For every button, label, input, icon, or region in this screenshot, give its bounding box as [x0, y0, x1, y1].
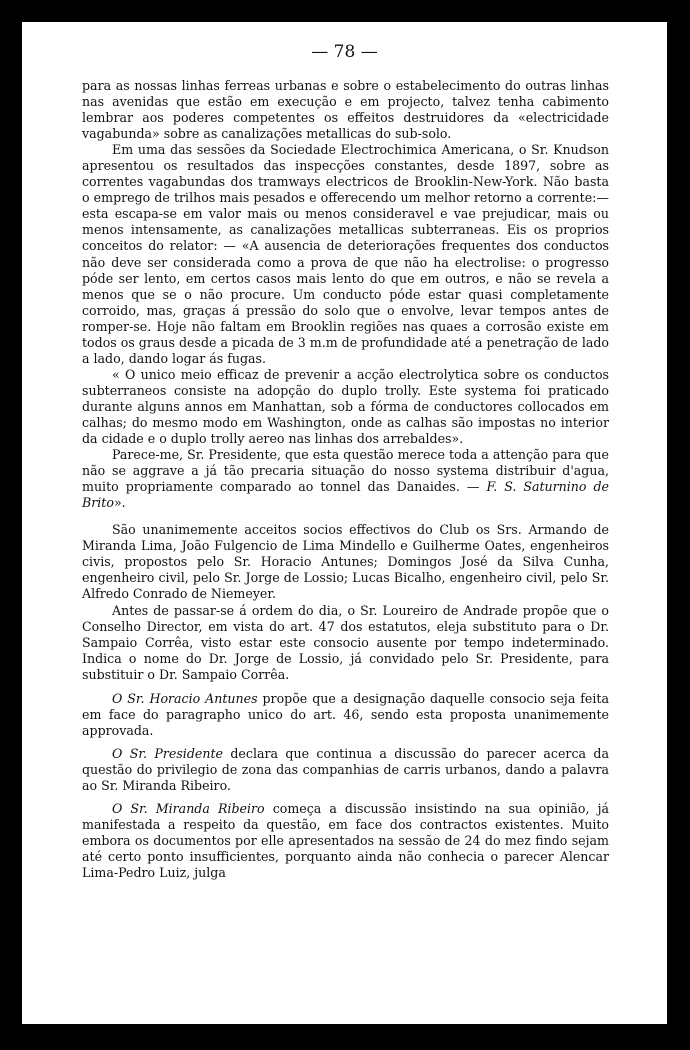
paragraph-7: [82, 691, 609, 739]
paragraph-4-end: ».: [113, 495, 126, 511]
speaker-miranda-ribeiro: O Sr. Miranda Ribeiro: [112, 801, 265, 817]
paragraph-1: para as nossas linhas ferreas urbanas e sobre o estabelecimento do outras linhas nas avenidas que estão em execução e em projecto, talvez tenha cabimento lembrar aos poderes competentes os effeitos destruidores da «electricidade vagabunda» sobre as canalizações metallicas do sub-solo.: [82, 78, 609, 142]
page: [22, 22, 667, 1024]
paragraph-2: Em uma das sessões da Sociedade Electrochimica Americana, o Sr. Knudson apresentou os resultados das inspecções constantes, desde 1897, sobre as correntes vagabundas dos tramways electricos de Brooklin-New-York. Não basta o emprego de trilhos mais pesados e offerecendo um melhor retorno a corrente:—esta escapa-se em valor mais ou menos consideravel e vae prejudicar, mais ou menos intensamente, as canalizações metallicas subterraneas. Eis os proprios conceitos do relator: — «A ausencia de deteriorações frequentes dos conductos não deve ser considerada como a prova de que não ha electrolise: o progresso póde ser lento, em certos casos mais lento do que em outros, e não se revela a menos que se o não procure. Um conducto póde estar quasi completamente corroido, mas, graças á pressão do solo que o envolve, levar tempos antes de romper-se. Hoje não faltam em Brooklin regiões nas quaes a corrosão existe em todos os graus desde a picada de 3 m.m de profundidade até a penetração de lado a lado, dando logar ás fugas.: [82, 142, 609, 366]
speaker-horacio-antunes: O Sr. Horacio Antunes: [112, 690, 258, 706]
paragraph-9: [82, 801, 609, 881]
signature: F. S. Saturnino de Brito: [82, 479, 609, 511]
paragraph-8-text: declara que continua a discussão do parecer acerca da questão do privilegio de zona das companhias de carris urbanos, dando a palavra ao Sr. Miranda Ribeiro.: [82, 745, 609, 793]
document-body: [82, 78, 609, 881]
speaker-presidente: O Sr. Presidente: [112, 745, 223, 761]
paragraph-4: [82, 447, 609, 511]
page-number: — 78 —: [311, 42, 378, 62]
paragraph-6: Antes de passar-se á ordem do dia, o Sr. Loureiro de Andrade propõe que o Conselho Director, em vista do art. 47 dos estatutos, eleja substituto para o Dr. Sampaio Corrêa, visto estar este consocio ausente por tempo indeterminado. Indica o nome do Dr. Jorge de Lossio, já convidado pelo Sr. Presidente, para substituir o Dr. Sampaio Corrêa.: [82, 602, 609, 682]
paragraph-5: São unanimemente acceitos socios effectivos do Club os Srs. Armando de Miranda Lima, João Fulgencio de Lima Mindello e Guilherme Oates, engenheiros civis, propostos pelo Sr. Horacio Antunes; Domingos José da Silva Cunha, engenheiro civil, pelo Sr. Jorge de Lossio; Lucas Bicalho, engenheiro civil, pelo Sr. Alfredo Conrado de Niemeyer.: [82, 522, 609, 602]
paragraph-7-text: propõe que a designação daquelle consocio seja feita em face do paragrapho unico do art. 46, sendo esta proposta unanimemente approvada.: [82, 690, 609, 738]
paragraph-3: « O unico meio efficaz de prevenir a acção electrolytica sobre os conductos subterraneos consiste na adopção do duplo trolly. Este systema foi praticado durante alguns annos em Manhattan, sob a fórma de conductores collocados em calhas; do mesmo modo em Washington, onde as calhas são impostas no interior da cidade e o duplo trolly aereo nas linhas dos arrebaldes».: [82, 366, 609, 447]
paragraph-8: [82, 746, 609, 794]
paragraph-9-text: começa a discussão insistindo na sua opinião, já manifestada a respeito da questão, em face dos contractos existentes. Muito embora os documentos por elle apresentados na sessão de 24 do mez findo sejam até certo ponto insufficientes, porquanto ainda não conhecia o parecer Alencar Lima-Pedro Luiz, julga: [82, 801, 609, 881]
paragraph-4-text: Parece-me, Sr. Presidente, que esta questão merece toda a attenção para que não se aggrave a já tão precaria situação do nosso systema distribuir d'agua, muito propriamente comparado ao tonnel das Danaides. —: [82, 447, 609, 495]
